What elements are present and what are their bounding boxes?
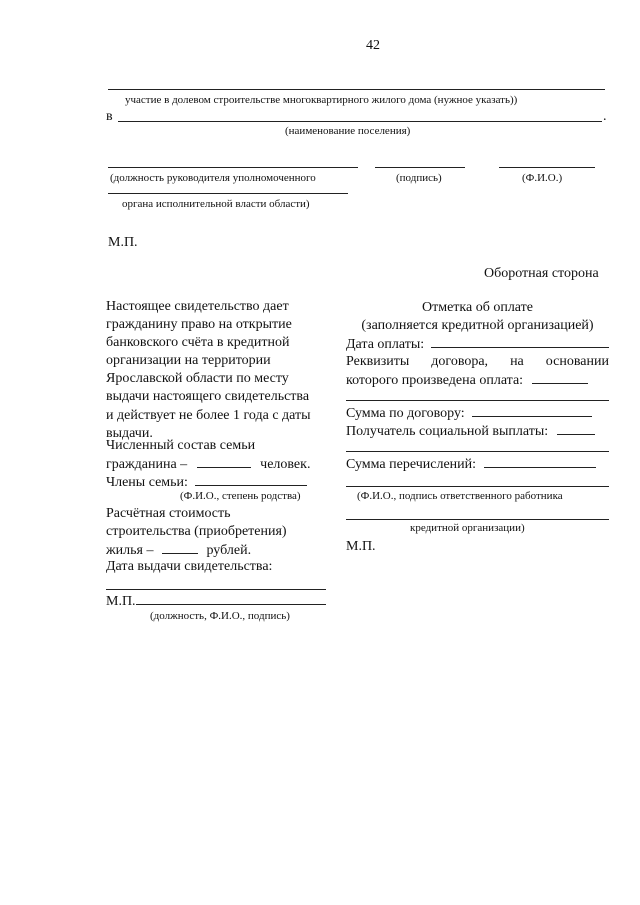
cost-line-1: Расчётная стоимость xyxy=(106,506,231,521)
sign-caption: (должность, Ф.И.О., подпись) xyxy=(150,610,290,622)
contract-sum-row xyxy=(346,404,592,422)
left-intro-line: и действует не более 1 года с даты xyxy=(106,407,311,423)
recipient-row xyxy=(346,422,595,440)
left-intro-line: организации на территории xyxy=(106,353,271,369)
contract-sum-field[interactable] xyxy=(472,404,592,417)
transfer-sum-row xyxy=(346,455,596,473)
v-prefix: в xyxy=(106,109,113,124)
position-line xyxy=(108,167,358,168)
responsible-line[interactable] xyxy=(346,486,609,487)
recipient-line-extra[interactable] xyxy=(346,451,609,452)
reverse-side-label: Оборотная сторона xyxy=(484,266,599,281)
left-intro-line: Настоящее свидетельство дает xyxy=(106,299,289,314)
members-label: Члены семьи: xyxy=(106,475,188,490)
signature-caption: (подпись) xyxy=(396,172,442,184)
payment-date-field[interactable] xyxy=(431,335,609,348)
requisites-word: Реквизиты xyxy=(346,354,410,369)
recipient-field[interactable] xyxy=(557,422,595,435)
credit-org-caption: кредитной организации) xyxy=(410,522,525,534)
fio-caption: (Ф.И.О.) xyxy=(522,172,563,184)
requisites-line-2: которого произведена оплата: xyxy=(346,373,524,388)
requisites-word: договора, xyxy=(431,354,489,369)
position-line-2 xyxy=(108,193,348,194)
recipient-label: Получатель социальной выплаты: xyxy=(346,424,549,439)
left-intro-text xyxy=(106,298,311,443)
citizen-row xyxy=(106,455,310,473)
members-caption: (Ф.И.О., степень родства) xyxy=(180,490,301,502)
citizen-prefix: гражданина – xyxy=(106,457,188,472)
requisites-word: основании xyxy=(545,354,609,369)
family-count-field[interactable] xyxy=(197,455,251,468)
left-intro-line: Ярославской области по месту xyxy=(106,371,289,387)
issue-date-label: Дата выдачи свидетельства: xyxy=(106,559,273,574)
requisites-row xyxy=(346,353,609,370)
left-intro-line: выдачи настоящего свидетельства xyxy=(106,389,310,405)
housing-row xyxy=(106,541,251,559)
participation-line xyxy=(108,89,605,90)
payment-subtitle: (заполняется кредитной организацией) xyxy=(361,318,594,333)
citizen-suffix: человек. xyxy=(260,457,311,472)
family-size-label: Численный состав семьи xyxy=(106,438,256,453)
members-field[interactable] xyxy=(195,473,307,486)
transfer-sum-label: Сумма перечислений: xyxy=(346,457,477,472)
position-caption-2: органа исполнительной власти области) xyxy=(122,198,310,210)
requisites-line-extra[interactable] xyxy=(346,400,609,401)
left-mp-row xyxy=(106,592,326,610)
left-mp: М.П. xyxy=(106,594,136,609)
left-intro-line: выдачи. xyxy=(106,425,153,441)
contract-sum-label: Сумма по договору: xyxy=(346,406,465,421)
left-intro-line: гражданину право на открытие xyxy=(106,317,292,333)
page-number: 42 xyxy=(366,38,380,53)
transfer-sum-field[interactable] xyxy=(484,455,596,468)
requisites-row-2 xyxy=(346,371,588,389)
signature-line xyxy=(375,167,465,168)
members-row xyxy=(106,473,307,491)
fio-line xyxy=(499,167,595,168)
right-mp: М.П. xyxy=(346,539,376,554)
position-caption-1: (должность руководителя уполномоченного xyxy=(110,172,316,184)
credit-org-line[interactable] xyxy=(346,519,609,520)
participation-caption: участие в долевом строительстве многоквартирного жилого дома (нужное указать)) xyxy=(125,94,518,106)
settlement-caption: (наименование поселения) xyxy=(285,125,411,137)
payment-title: Отметка об оплате xyxy=(421,300,533,315)
requisites-field[interactable] xyxy=(532,371,588,384)
housing-suffix: рублей. xyxy=(206,543,252,558)
settlement-line xyxy=(118,121,602,122)
housing-cost-field[interactable] xyxy=(162,541,198,554)
housing-prefix: жилья – xyxy=(106,543,154,558)
settlement-end: . xyxy=(603,109,607,124)
payment-date-label: Дата оплаты: xyxy=(346,337,425,352)
header-mp: М.П. xyxy=(108,235,138,250)
cost-line-2: строительства (приобретения) xyxy=(106,524,287,539)
left-intro-line: банковского счёта в кредитной xyxy=(106,335,290,351)
responsible-caption: (Ф.И.О., подпись ответственного работника xyxy=(357,490,563,502)
requisites-word: на xyxy=(510,354,524,369)
official-sign-field[interactable] xyxy=(136,592,326,605)
payment-date-row xyxy=(346,335,609,353)
issue-date-line[interactable] xyxy=(106,589,326,590)
